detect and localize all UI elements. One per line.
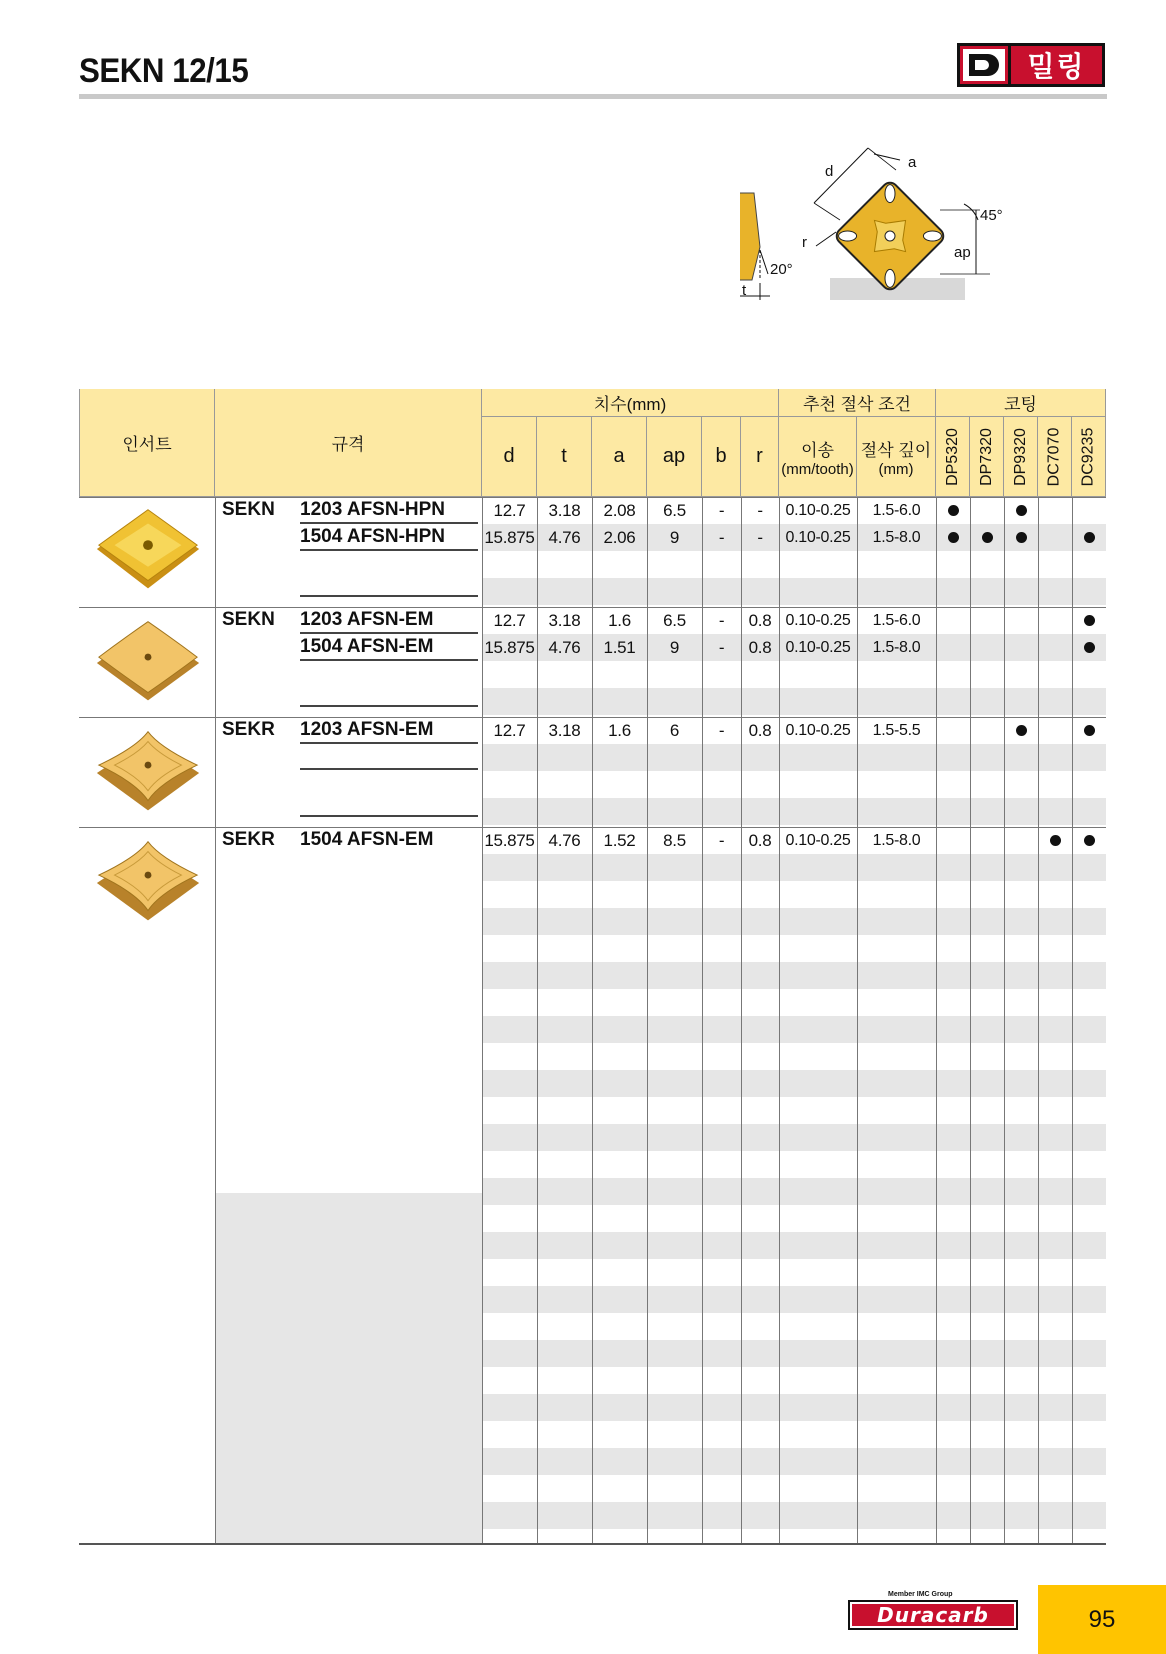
cell-t: 3.18 (548, 720, 581, 740)
grade-available-dot (1072, 634, 1106, 661)
cell-feed: 0.10-0.25 (785, 721, 851, 739)
cell-b: - (718, 830, 725, 850)
cell-ap: 6.5 (663, 610, 686, 630)
header-insert: 인서트 (79, 389, 215, 497)
spec-bg (215, 1193, 482, 1545)
row-stripe (482, 578, 1106, 605)
grade-available-dot (1004, 717, 1038, 744)
insert-model: 1203 AFSN-EM (300, 717, 478, 744)
cell-ap: 8.5 (663, 830, 686, 850)
model-placeholder-line (300, 791, 478, 817)
grade-available-dot (1004, 497, 1038, 524)
row-stripe (482, 1070, 1106, 1097)
cell-t: 3.18 (548, 610, 581, 630)
footer-brand-text: Duracarb (850, 1602, 1016, 1628)
insert-model: 1504 AFSN-EM (300, 829, 434, 850)
cell-r: 0.8 (748, 610, 772, 630)
header-t: t (537, 417, 592, 497)
row-stripe (482, 688, 1106, 715)
grade-available-dot (936, 497, 970, 524)
header-depth-label: 절삭 깊이 (860, 440, 932, 460)
row-stripe (482, 798, 1106, 825)
label-ap: ap (954, 244, 971, 261)
model-placeholder-line (300, 744, 478, 770)
header-grade-dp5320: DP5320 (936, 417, 970, 497)
cell-a: 1.6 (608, 610, 631, 630)
cell-b: - (718, 500, 725, 520)
cell-d: 12.7 (493, 610, 526, 630)
header-feed-label: 이송 (801, 440, 834, 460)
cell-depth: 1.5-5.5 (872, 721, 921, 739)
cell-b: - (718, 527, 725, 547)
cell-depth: 1.5-8.0 (872, 831, 921, 849)
cell-depth: 1.5-8.0 (872, 638, 921, 656)
footer-brand-logo (848, 1591, 1018, 1630)
insert-model: 1504 AFSN-HPN (300, 524, 478, 551)
cell-b: - (718, 610, 725, 630)
cell-r: - (757, 500, 763, 520)
cell-r: 0.8 (748, 637, 772, 657)
row-stripe (482, 1016, 1106, 1043)
header-ap: ap (647, 417, 702, 497)
header-feed-unit: (mm/tooth) (781, 460, 854, 478)
label-45deg: 45° (980, 207, 1003, 224)
row-stripe (482, 1124, 1106, 1151)
row-stripe (482, 744, 1106, 771)
grade-available-dot (1072, 827, 1106, 854)
header-feed (779, 417, 857, 497)
insert-model: 1203 AFSN-EM (300, 607, 478, 634)
row-stripe (482, 908, 1106, 935)
cell-a: 2.08 (603, 500, 636, 520)
cell-depth: 1.5-8.0 (872, 528, 921, 546)
grade-available-dot (936, 524, 970, 551)
insert-series: SEKN (222, 499, 275, 520)
page-title: SEKN 12/15 (79, 52, 249, 90)
row-stripe (482, 1232, 1106, 1259)
cell-b: - (718, 637, 725, 657)
cell-d: 15.875 (484, 527, 535, 547)
cell-d: 15.875 (484, 830, 535, 850)
cell-ap: 6.5 (663, 500, 686, 520)
cell-feed: 0.10-0.25 (785, 528, 851, 546)
cell-b: - (718, 720, 725, 740)
cell-depth: 1.5-6.0 (872, 611, 921, 629)
cell-a: 2.06 (603, 527, 636, 547)
cell-r: 0.8 (748, 720, 772, 740)
grade-available-dot (1038, 827, 1072, 854)
model-placeholder-line (300, 571, 478, 597)
header-a: a (592, 417, 647, 497)
row-stripe (482, 1340, 1106, 1367)
row-stripe (482, 1178, 1106, 1205)
cell-a: 1.52 (603, 830, 636, 850)
header-grade-dc9235: DC9235 (1072, 417, 1106, 497)
cell-a: 1.51 (603, 637, 636, 657)
cell-feed: 0.10-0.25 (785, 501, 851, 519)
grade-available-dot (1072, 524, 1106, 551)
cell-r: - (757, 527, 763, 547)
footer-brand-tag: Member IMC Group (888, 1591, 953, 1598)
cell-t: 4.76 (548, 830, 581, 850)
cell-t: 4.76 (548, 637, 581, 657)
cell-d: 12.7 (493, 500, 526, 520)
row-stripe (482, 1394, 1106, 1421)
grade-available-dot (1072, 717, 1106, 744)
grade-available-dot (1004, 524, 1038, 551)
cell-t: 4.76 (548, 527, 581, 547)
header-d: d (482, 417, 537, 497)
cell-t: 3.18 (548, 500, 581, 520)
header-depth-unit: (mm) (878, 460, 914, 478)
cell-depth: 1.5-6.0 (872, 501, 921, 519)
row-stripe (482, 854, 1106, 881)
label-a: a (908, 154, 917, 171)
header-grade-dp7320: DP7320 (970, 417, 1004, 497)
insert-geometry-diagram (740, 140, 1080, 330)
grade-available-dot (970, 524, 1004, 551)
cell-feed: 0.10-0.25 (785, 831, 851, 849)
grade-available-dot (1072, 607, 1106, 634)
cell-ap: 9 (669, 527, 680, 547)
label-d: d (825, 163, 834, 180)
header-spec: 규격 (215, 389, 482, 497)
row-stripe (482, 1502, 1106, 1529)
label-20deg: 20° (770, 261, 793, 278)
insert-series: SEKR (222, 829, 275, 850)
insert-model: 1203 AFSN-HPN (300, 497, 478, 524)
model-placeholder-line (300, 681, 478, 707)
row-stripe (482, 1286, 1106, 1313)
page-number: 95 (1038, 1585, 1166, 1654)
header-grade-dc7070: DC7070 (1038, 417, 1072, 497)
cell-d: 12.7 (493, 720, 526, 740)
logo-text: 밀링 (1011, 46, 1102, 84)
cell-ap: 6 (669, 720, 680, 740)
cell-r: 0.8 (748, 830, 772, 850)
header-r: r (741, 417, 779, 497)
cell-ap: 9 (669, 637, 680, 657)
logo-d-mark (960, 46, 1008, 84)
header-b: b (702, 417, 741, 497)
insert-series: SEKN (222, 609, 275, 630)
cell-feed: 0.10-0.25 (785, 638, 851, 656)
label-t: t (742, 282, 747, 299)
insert-series: SEKR (222, 719, 275, 740)
cell-d: 15.875 (484, 637, 535, 657)
insert-model: 1504 AFSN-EM (300, 634, 478, 661)
row-stripe (482, 962, 1106, 989)
brand-logo (957, 43, 1105, 87)
title-divider (79, 94, 1107, 99)
label-r: r (802, 234, 807, 251)
header-cutting: 추천 절삭 조건 (779, 389, 936, 417)
insert-spec-table (79, 389, 1106, 1545)
header-dimensions: 치수(mm) (482, 389, 779, 417)
header-depth (857, 417, 936, 497)
header-coating: 코팅 (936, 389, 1106, 417)
cell-feed: 0.10-0.25 (785, 611, 851, 629)
cell-a: 1.6 (608, 720, 631, 740)
header-grade-dp9320: DP9320 (1004, 417, 1038, 497)
row-stripe (482, 1448, 1106, 1475)
